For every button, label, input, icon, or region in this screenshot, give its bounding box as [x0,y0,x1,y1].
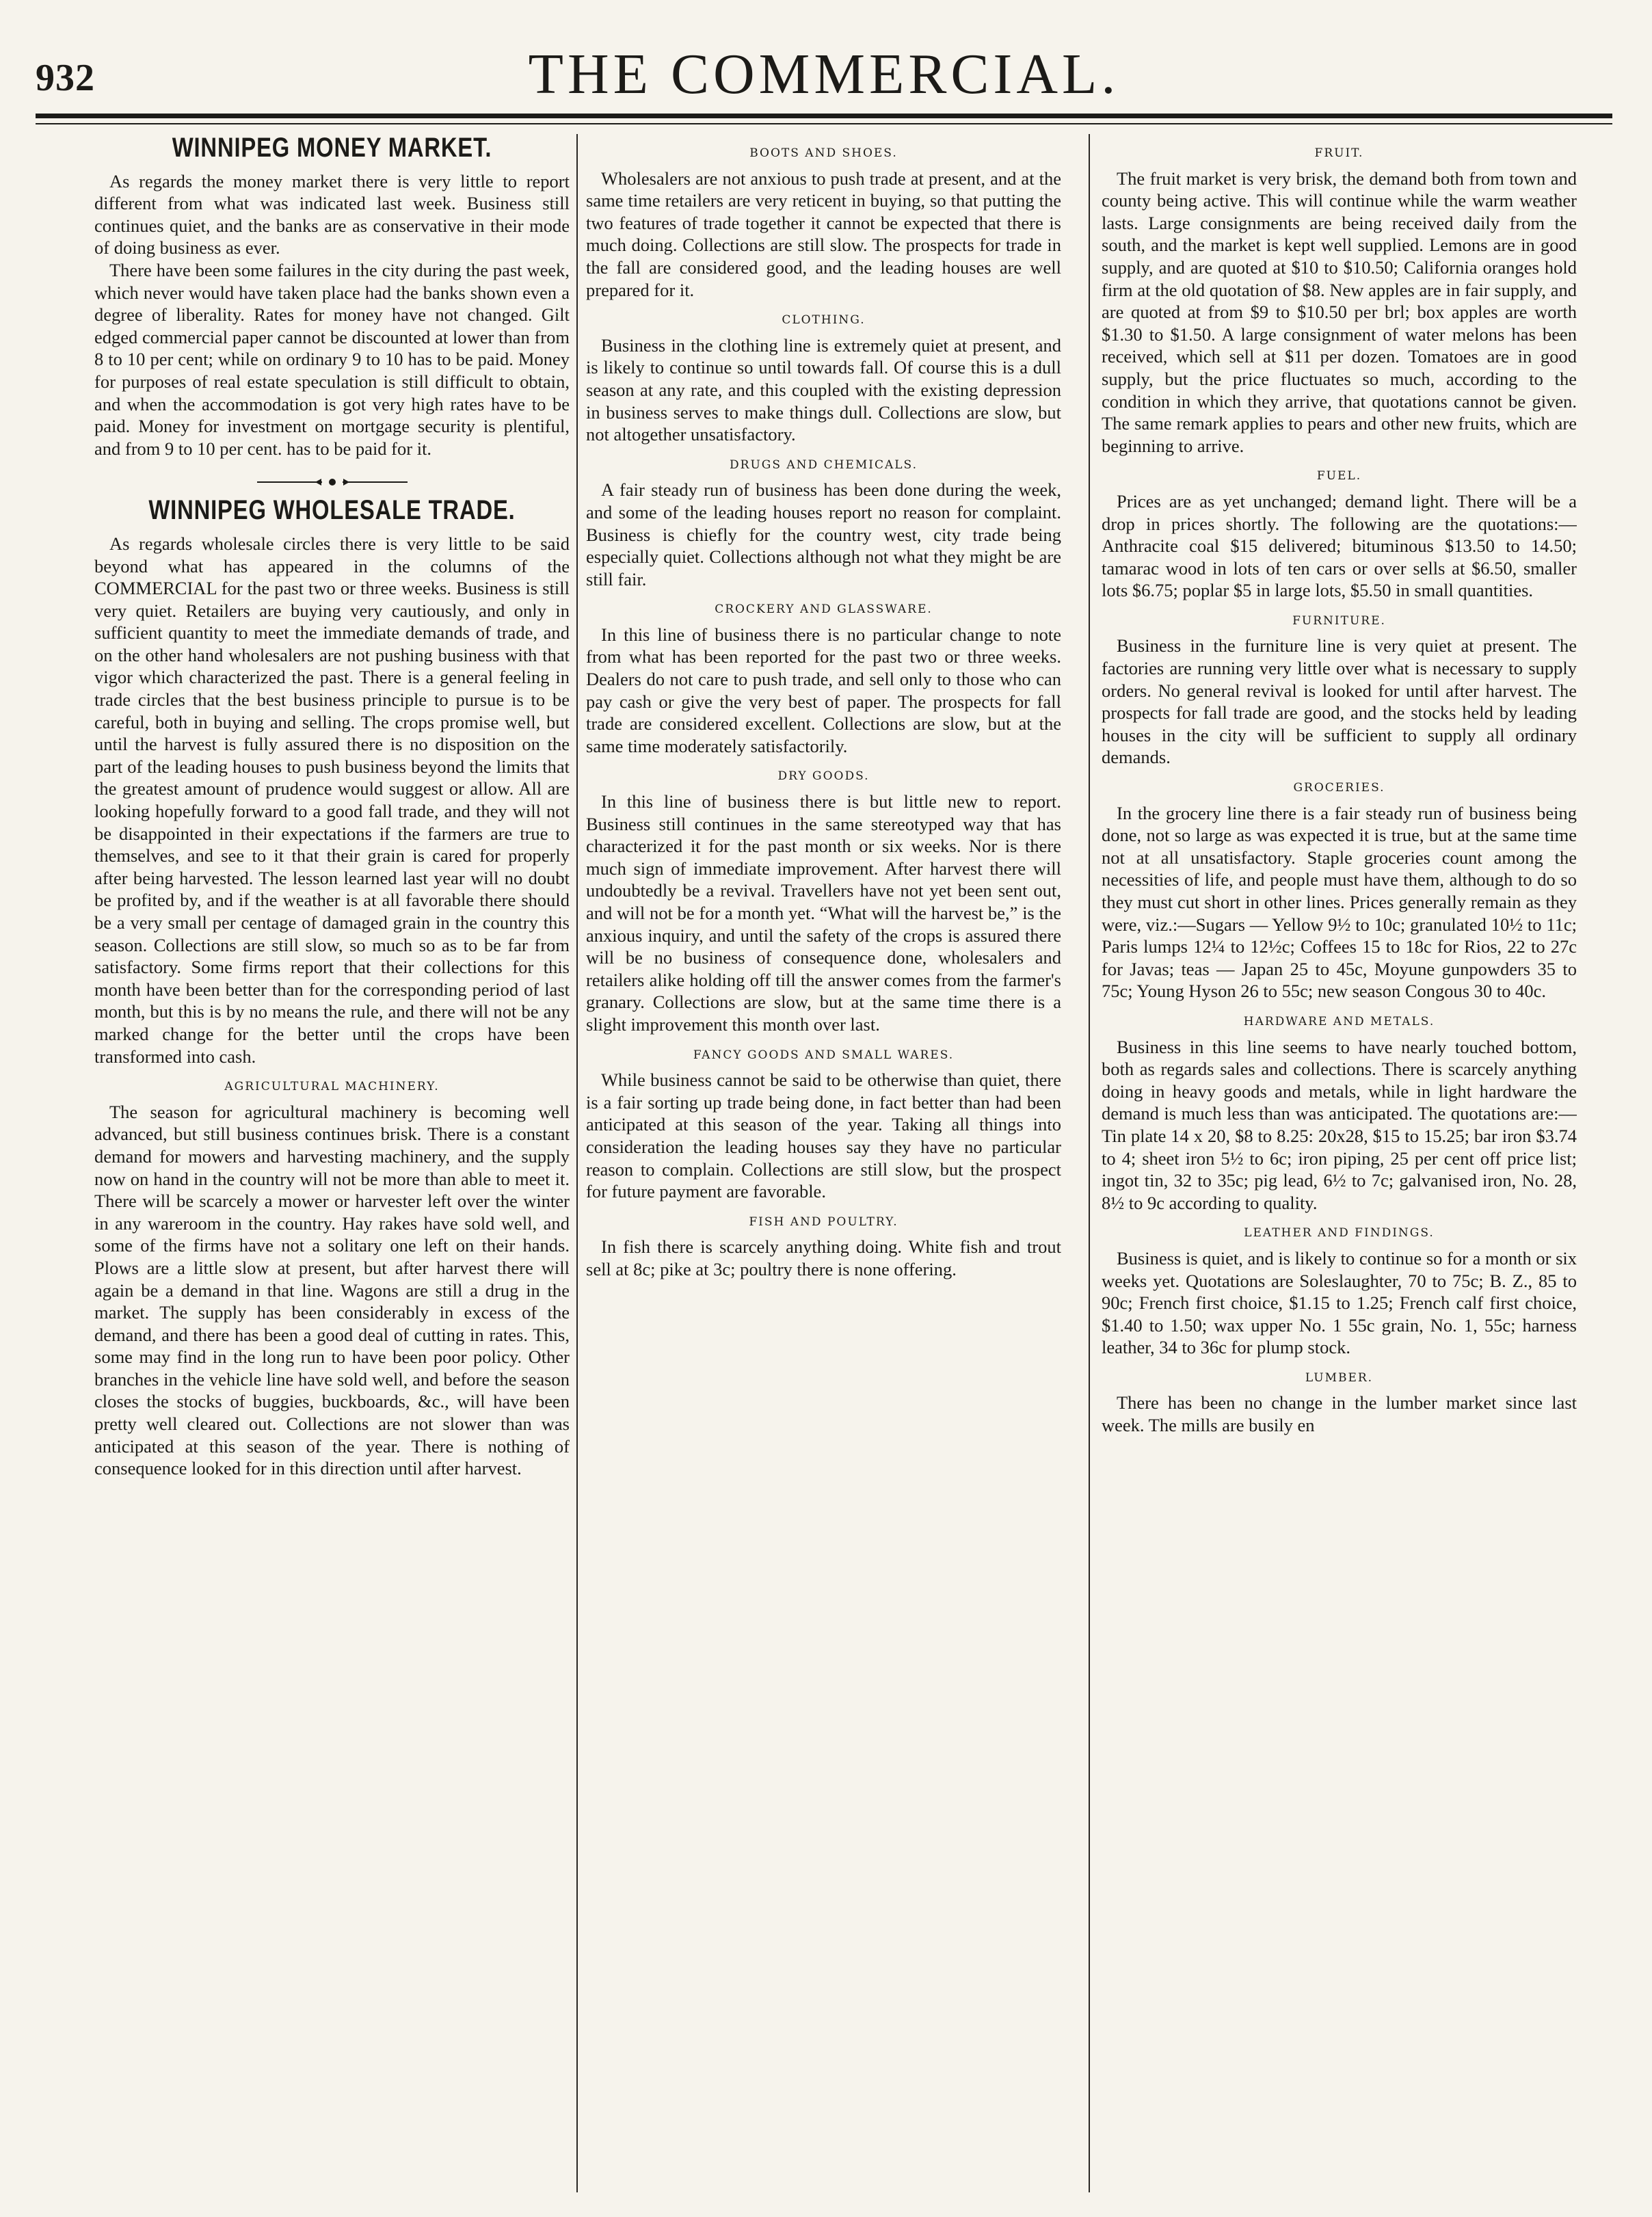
section-heading-agricultural: AGRICULTURAL MACHINERY. [224,1080,440,1094]
section-heading-leather: LEATHER AND FINDINGS. [1244,1226,1435,1240]
divider-ornament-icon [250,475,414,489]
fuel-paragraph: Prices are as yet unchanged; demand light. There will be a drop in prices shortly. The following are the quotations:—Anthracite coal $15 delivered; bituminous $13.50 to 14.50; tamarac wood in lots of ten cars or over sells at $6.50, smaller lots $6.75; poplar $5 in large lots, $5.50 in small quantities. [1102,490,1577,601]
money-market-paragraph: As regards the money market there is very little to report different from what was indicated last week. Business still continues quiet, and the banks are as conservative in their mode of doing business as ever. [94,170,570,258]
fancy-goods-paragraph: While business cannot be said to be otherwise than quiet, there is a fair sorting up trade being done, in fact better than had been anticipated at this season of the year. Taking all things into consideration the leading houses say they have no particular reason to complain. Collections are still slow, but the prospect for future payment are favorable. [586,1070,1061,1202]
section-heading-fuel: FUEL. [1316,469,1362,483]
clothing-paragraph: Business in the clothing line is extremely quiet at present, and is likely to continue so until towards fall. Of course this is a dull season at any rate, and this coupled with the existing depression in business serves to make things dull. Collections are slow, but not altogether unsatisfactory. [586,334,1061,445]
leather-paragraph: Business is quiet, and is likely to continue so for a month or six weeks yet. Quotations are Soleslaughter, 70 to 75c; B. Z., 85 to 90c; French first choice, $1.15 to 1.25; French calf first choice, $1.40 to 1.50; wax upper No. 1 55c grain, No. 1, 55c; harness leather, 34 to 36c for plump stock. [1102,1247,1577,1358]
section-heading-fish: FISH AND POULTRY. [749,1214,898,1229]
hardware-paragraph: Business in this line seems to have nearly touched bottom, both as regards sales and collections. There is scarcely anything doing in heavy goods and metals, while in light hardware the demand is much less than was anticipated. The quotations are:—Tin plate 14 x 20, $8 to 8.25: 20x28, $15 to 15.25; bar iron $3.74 to 4; sheet iron 5½ to 6c; iron piping, 25 per cent off price list; ingot tin, 32 to 35c; pig lead, 6½ to 7c; galvanised iron, No. 28, 8½ to 9c according to quality. [1102,1036,1577,1213]
header-rule-thick [36,114,1612,118]
furniture-paragraph: Business in the furniture line is very quiet at present. The factories are running very little over what is necessary to supply orders. No general revival is looked for until after harvest. The prospects for fall trade are good, and the stocks held by leading houses in the city will be sufficient to supply all ordinary demands. [1102,635,1577,768]
masthead-title: THE COMMERCIAL. [528,42,1120,106]
column-rule [1089,134,1090,2192]
section-heading-groceries: GROCERIES. [1293,781,1385,795]
boots-paragraph: Wholesalers are not anxious to push trade at present, and at the same time retailers are very reticent in buying, so that putting the two features of trade together it cannot be expected that there is much doing. Collections are still slow. The prospects for trade in the fall are considered good, and the leading houses are well prepared for it. [586,168,1061,300]
section-heading-hardware: HARDWARE AND METALS. [1243,1014,1435,1028]
section-heading-crockery: CROCKERY AND GLASSWARE. [715,602,933,617]
crockery-paragraph: In this line of business there is no particular change to note from what has been reported for the past two or three weeks. Dealers do not care to push trade, and sell only to those who can pay cash or give the very best of paper. The prospects for fall trade are considered excellent. Collections are slow, but at the same time moderately satisfactorily. [586,624,1061,756]
section-heading-lumber: LUMBER. [1305,1370,1374,1385]
wholesale-trade-title: WINNIPEG WHOLESALE TRADE. [148,495,516,526]
column-1 [94,134,570,2192]
lumber-paragraph: There has been no change in the lumber market since last week. The mills are busily en [1102,1392,1577,1436]
section-heading-fancy-goods: FANCY GOODS AND SMALL WARES. [693,1048,955,1062]
section-heading-drugs: DRUGS AND CHEMICALS. [730,457,918,472]
agricultural-paragraph: The season for agricultural machinery is becoming well advanced, but still business continues brisk. There is a constant demand for mowers and harvesting machinery, and the supply now on hand in the country will not be more than able to meet it. There will be scarcely a mower or harvester left over the winter in any wareroom in the country. Hay rakes have sold well, and some of the firms have not a solitary one left on their hands. Plows are a little slow at present, but after harvest there will again be a demand in that line. Wagons are still a drug in the market. The supply has been considerably in excess of the demand, and there has been a good deal of cutting in rates. This, some may find in the long run to have been poor policy. Other branches in the vehicle line have sold well, and before the season closes the stocks of buggies, buckboards, &c., will have been pretty well cleared out. Collections are not slower than was anticipated at this season of the year. There is nothing of consequence looked for in this direction until after harvest. [94,1101,570,1479]
fish-paragraph: In fish there is scarcely anything doing. White fish and trout sell at 8c; pike at 3c; poultry there is none offering. [586,1236,1061,1279]
section-heading-boots: BOOTS AND SHOES. [749,146,898,160]
money-market-title: WINNIPEG MONEY MARKET. [172,134,492,163]
dry-goods-paragraph: In this line of business there is but little new to report. Business still continues in the same stereotyped way that has characterized it for the past month or six weeks. Nor is there much sign of immediate improvement. After harvest there will undoubtedly be a revival. Travellers have not yet been sent out, and will not be for a month yet. “What will the harvest be,” is the anxious inquiry, and until the safety of the crops is assured there will be no business of consequence done, wholesalers and retailers alike holding off till the answer comes from the farmer's granary. Collections are slow, but at the same time there is a slight improvement this month over last. [586,791,1061,1035]
page-header [36,36,1612,116]
column-3 [1102,134,1577,2192]
drugs-paragraph: A fair steady run of business has been done during the week, and some of the leading houses report no reason for complaint. Business is chiefly for the country west, city trade being especially quiet. Collections although not what they might be are still fair. [586,479,1061,589]
fruit-paragraph: The fruit market is very brisk, the demand both from town and county being active. This will continue while the warm weather lasts. Large consignments are being received daily from the south, and the market is kept well supplied. Lemons are in good supply, and are quoted at $10 to $10.50; California oranges hold firm at the old quotation of $8. New apples are in fair supply, and are quoted at from $9 to $10.50 per brl; box apples are worth $1.30 to $1.50. A large consignment of water melons has been received, which sell at $11 per dozen. Tomatoes are in good supply, but the price fluctuates so much, according to the condition in which they arrive, that quotations cannot be given. The same remark applies to pears and other new fruits, which are beginning to arrive. [1102,168,1577,456]
section-heading-clothing: CLOTHING. [782,313,866,328]
section-heading-furniture: FURNITURE. [1292,613,1386,628]
page-number: 932 [36,57,95,99]
header-rule-thin [36,123,1612,124]
column-2 [586,134,1061,2192]
wholesale-intro-paragraph: As regards wholesale circles there is very little to be said beyond what has appeared in the columns of the COMMERCIAL for the past two or three weeks. Business is still very quiet. Retailers are buying very cautiously, and only in sufficient quantity to meet the immediate demands of trade, and on the other hand wholesalers are not pushing business with that vigor which characterized the past. There is a general feeling in trade circles that the best business principle to pursue is to be careful, both in buying and selling. The crops promise well, but until the harvest is fully assured there is no disposition on the part of the leading houses to push business beyond the limits that the greatest amount of prudence would suggest or allow. All are looking hopefully forward to a good fall trade, and they will not be disappointed in their expectations if the farmers are true to themselves, and see to it that their grain is cared for properly after being harvested. The lesson learned last year will no doubt be profited by, and if the weather is at all favorable there should be a very small per centage of damaged grain in the country this season. Collections are still slow, so much so as to be far from satisfactory. Some firms report that their collections for this month have been better than for the corresponding period of last month, but this is by no means the rule, and there will not be any marked change for the better until the crops have been transformed into cash. [94,533,570,1067]
section-heading-dry-goods: DRY GOODS. [777,769,870,784]
ornamental-divider [94,472,570,488]
column-rule [576,134,578,2192]
groceries-paragraph: In the grocery line there is a fair steady run of business being done, not so large as was expected it is true, but at the same time not at all unsatisfactory. Staple groceries count among the necessities of life, and people must have them, although to do so they must cut short in other lines. Prices generally remain as they were, viz.:—Sugars — Yellow 9½ to 10c; granulated 10½ to 11c; Paris lumps 12¼ to 12½c; Coffees 15 to 18c for Rios, 22 to 27c for Javas; teas — Japan 25 to 45c, Moyune gunpowders 35 to 75c; Young Hyson 26 to 55c; new season Congous 30 to 40c. [1102,802,1577,1002]
section-heading-fruit: FRUIT. [1314,146,1364,160]
money-market-paragraph: There have been some failures in the city during the past week, which never would have taken place had the banks shown even a degree of liberality. Rates for money have not changed. Gilt edged commercial paper cannot be discounted at lower than from 8 to 10 per cent; while on ordinary 9 to 10 has to be paid. Money for purposes of real estate speculation is still difficult to obtain, and when the accommodation is got very high rates have to be paid. Money for investment on mortgage security is plentiful, and from 9 to 10 per cent. has to be paid for it. [94,259,570,459]
